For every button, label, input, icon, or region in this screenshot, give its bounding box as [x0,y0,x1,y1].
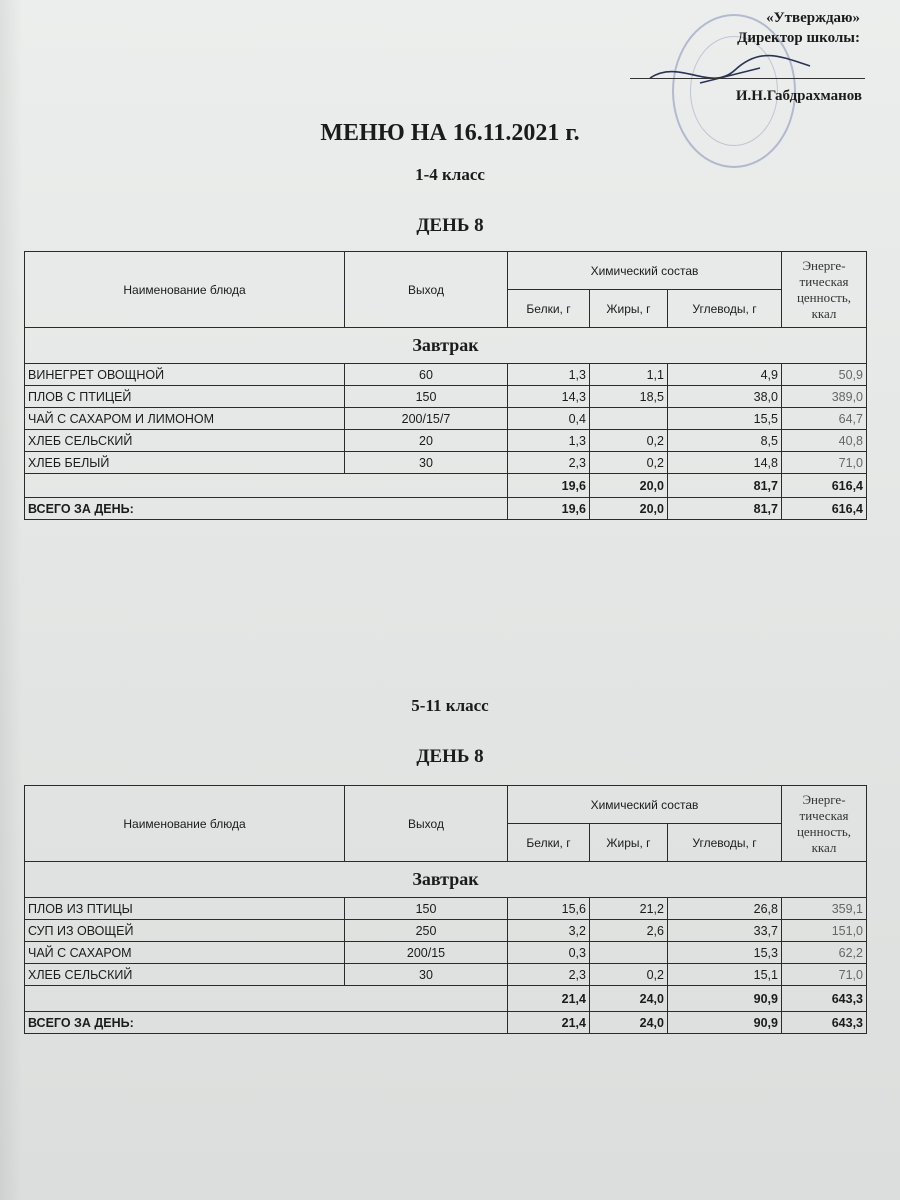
dish-carbs: 8,5 [668,430,782,452]
table-row [25,942,867,964]
header-chem: Химический состав [508,252,782,290]
section-breakfast: Завтрак [25,862,867,898]
table-row [25,386,867,408]
table-row [25,364,867,386]
dish-output: 150 [345,898,508,920]
grade-heading-2: 5-11 класс [411,696,489,715]
subtotal-label [25,986,508,1012]
total-label: ВСЕГО ЗА ДЕНЬ: [25,498,508,520]
total-energy: 616,4 [782,498,867,520]
subtotal-protein: 21,4 [508,986,590,1012]
dish-carbs: 14,8 [668,452,782,474]
dish-carbs: 26,8 [668,898,782,920]
dish-name: ВИНЕГРЕТ ОВОЩНОЙ [25,364,345,386]
table-row [25,408,867,430]
menu-table-5-11 [24,785,867,1034]
dish-fat: 0,2 [590,452,668,474]
table-row [25,920,867,942]
dish-fat: 0,2 [590,430,668,452]
total-row [25,1012,867,1034]
dish-name: ЧАЙ С САХАРОМ [25,942,345,964]
dish-fat [590,408,668,430]
dish-protein: 15,6 [508,898,590,920]
grade-heading-1: 1-4 класс [415,165,485,184]
dish-protein: 3,2 [508,920,590,942]
subtotal-fat: 20,0 [590,474,668,498]
header-energy: Энерге-тическая ценность, ккал [782,252,867,328]
menu-table-1-4 [24,251,867,520]
subtotal-carbs: 90,9 [668,986,782,1012]
day-heading-1: ДЕНЬ 8 [416,215,484,236]
dish-energy: 71,0 [782,964,867,986]
approval-heading: «Утверждаю» [766,10,860,26]
dish-fat: 18,5 [590,386,668,408]
subtotal-fat: 24,0 [590,986,668,1012]
dish-energy: 40,8 [782,430,867,452]
dish-fat [590,942,668,964]
table-row [25,898,867,920]
subtotal-carbs: 81,7 [668,474,782,498]
dish-fat: 1,1 [590,364,668,386]
dish-fat: 0,2 [590,964,668,986]
total-label: ВСЕГО ЗА ДЕНЬ: [25,1012,508,1034]
dish-name: ЧАЙ С САХАРОМ И ЛИМОНОМ [25,408,345,430]
dish-carbs: 15,3 [668,942,782,964]
approval-position: Директор школы: [737,30,860,46]
dish-energy: 389,0 [782,386,867,408]
dish-protein: 14,3 [508,386,590,408]
header-chem: Химический состав [508,786,782,824]
header-protein: Белки, г [508,290,590,328]
dish-output: 150 [345,386,508,408]
header-protein: Белки, г [508,824,590,862]
dish-name: СУП ИЗ ОВОЩЕЙ [25,920,345,942]
total-fat: 24,0 [590,1012,668,1034]
section-breakfast: Завтрак [25,328,867,364]
dish-energy: 359,1 [782,898,867,920]
approval-signer: И.Н.Габдрахманов [735,88,862,104]
dish-output: 250 [345,920,508,942]
menu-title: МЕНЮ НА 16.11.2021 г. [320,120,580,146]
table-row [25,430,867,452]
dish-output: 30 [345,964,508,986]
subtotal-label [25,474,508,498]
header-energy: Энерге-тическая ценность, ккал [782,786,867,862]
subtotal-protein: 19,6 [508,474,590,498]
dish-name: ХЛЕБ СЕЛЬСКИЙ [25,964,345,986]
header-output: Выход [345,786,508,862]
dish-fat: 21,2 [590,898,668,920]
table-row [25,964,867,986]
subtotal-energy: 616,4 [782,474,867,498]
total-fat: 20,0 [590,498,668,520]
approval-block [610,8,862,104]
dish-energy: 50,9 [782,364,867,386]
dish-output: 200/15/7 [345,408,508,430]
total-row [25,498,867,520]
signature-line [630,78,865,79]
dish-name: ПЛОВ ИЗ ПТИЦЫ [25,898,345,920]
dish-energy: 151,0 [782,920,867,942]
dish-name: ХЛЕБ БЕЛЫЙ [25,452,345,474]
dish-output: 200/15 [345,942,508,964]
dish-name: ХЛЕБ СЕЛЬСКИЙ [25,430,345,452]
dish-protein: 2,3 [508,964,590,986]
day-heading-2: ДЕНЬ 8 [416,746,484,767]
dish-energy: 64,7 [782,408,867,430]
header-carbs: Углеводы, г [668,824,782,862]
header-carbs: Углеводы, г [668,290,782,328]
header-fat: Жиры, г [590,824,668,862]
table-row [25,452,867,474]
dish-carbs: 15,1 [668,964,782,986]
dish-carbs: 4,9 [668,364,782,386]
header-dish: Наименование блюда [25,252,345,328]
dish-fat: 2,6 [590,920,668,942]
dish-protein: 1,3 [508,364,590,386]
subtotal-energy: 643,3 [782,986,867,1012]
dish-energy: 62,2 [782,942,867,964]
total-energy: 643,3 [782,1012,867,1034]
dish-energy: 71,0 [782,452,867,474]
header-output: Выход [345,252,508,328]
dish-protein: 1,3 [508,430,590,452]
dish-name: ПЛОВ С ПТИЦЕЙ [25,386,345,408]
dish-protein: 0,4 [508,408,590,430]
dish-carbs: 15,5 [668,408,782,430]
dish-protein: 2,3 [508,452,590,474]
header-dish: Наименование блюда [25,786,345,862]
dish-carbs: 33,7 [668,920,782,942]
total-protein: 21,4 [508,1012,590,1034]
dish-carbs: 38,0 [668,386,782,408]
dish-output: 20 [345,430,508,452]
subtotal-row [25,986,867,1012]
dish-protein: 0,3 [508,942,590,964]
total-carbs: 81,7 [668,498,782,520]
total-carbs: 90,9 [668,1012,782,1034]
subtotal-row [25,474,867,498]
dish-output: 30 [345,452,508,474]
total-protein: 19,6 [508,498,590,520]
dish-output: 60 [345,364,508,386]
header-fat: Жиры, г [590,290,668,328]
